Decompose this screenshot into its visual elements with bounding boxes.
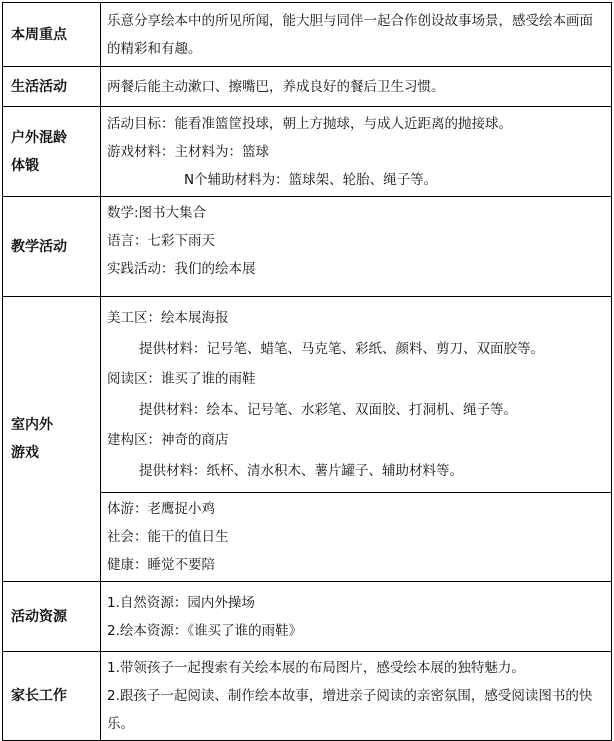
life-activity-text: 两餐后能主动漱口、擦嘴巴，养成良好的餐后卫生习惯。 <box>107 78 445 95</box>
resource-item: 1.自然资源：园内外操场 <box>107 594 255 611</box>
teaching-item: 实践活动：我们的绘本展 <box>107 261 256 277</box>
row-indoor-outdoor-games <box>3 297 612 493</box>
row-life-activity <box>3 67 612 107</box>
outdoor-label-line1: 户外混龄 <box>11 129 67 146</box>
parent-work-cell <box>101 652 612 741</box>
activity-resources-label: 活动资源 <box>3 582 101 652</box>
outdoor-label-line2: 体锻 <box>11 157 39 174</box>
weekly-focus-body: 乐意分享绘本中的所见所闻，能大胆与同伴一起合作创设故事场景，感受绘本画面的精彩和有趣。 <box>107 12 593 57</box>
outdoor-exercise-label <box>3 107 101 197</box>
outdoor-main-material: 游戏材料：主材料为：篮球 <box>107 143 269 160</box>
area-name: 美工区：绘本展海报 <box>107 310 229 326</box>
area-materials: 提供材料：纸杯、清水积木、薯片罐子、辅助材料等。 <box>139 462 463 479</box>
game-item: 健康：睡觉不要陪 <box>107 557 215 573</box>
outdoor-exercise-cell <box>101 107 612 197</box>
row-parent-work <box>3 652 612 741</box>
parent-item: 2.跟孩子一起阅读、制作绘本故事，增进亲子阅读的亲密氛围，感受阅读图书的快乐。 <box>107 688 593 732</box>
parent-work-label: 家长工作 <box>3 652 101 741</box>
indoor-label-line2: 游戏 <box>11 445 39 461</box>
teaching-item: 语言：七彩下雨天 <box>107 233 215 249</box>
play-areas-cell <box>101 297 612 493</box>
outdoor-goal: 活动目标：能看准篮筐投球，朝上方抛球，与成人近距离的抛接球。 <box>107 115 512 132</box>
teaching-activity-cell <box>101 197 612 297</box>
life-activity-cell <box>101 67 612 107</box>
game-item: 社会：能干的值日生 <box>107 529 229 545</box>
teaching-item: 数学:图书大集合 <box>107 205 207 221</box>
teaching-activity-label: 教学活动 <box>3 197 101 297</box>
activity-resources-cell <box>101 582 612 652</box>
row-teaching-activity <box>3 197 612 297</box>
resource-item: 2.绘本资源：《谁买了谁的雨鞋》 <box>107 622 303 639</box>
row-activity-resources <box>3 582 612 652</box>
row-weekly-focus <box>3 3 612 67</box>
weekly-plan-table <box>2 2 612 741</box>
life-activity-label: 生活活动 <box>3 67 101 107</box>
area-name: 阅读区：谁买了谁的雨鞋 <box>107 371 256 387</box>
parent-item: 1.带领孩子一起搜索有关绘本展的布局图片，感受绘本展的独特魅力。 <box>107 660 525 676</box>
area-materials: 提供材料：绘本、记号笔、水彩笔、双面胶、打洞机、绳子等。 <box>139 401 517 418</box>
weekly-focus-label: 本周重点 <box>3 3 101 67</box>
area-name: 建构区：神奇的商店 <box>107 432 229 448</box>
outdoor-aux-material: N个辅助材料为：篮球架、轮胎、绳子等。 <box>184 171 438 188</box>
games-cell <box>101 493 612 582</box>
indoor-outdoor-label <box>3 297 101 582</box>
game-item: 体游：老鹰捉小鸡 <box>107 501 215 517</box>
area-materials: 提供材料：记号笔、蜡笔、马克笔、彩纸、颜料、剪刀、双面胶等。 <box>139 340 544 357</box>
weekly-focus-text <box>101 3 612 67</box>
indoor-label-line1: 室内外 <box>11 417 53 433</box>
row-outdoor-exercise <box>3 107 612 197</box>
